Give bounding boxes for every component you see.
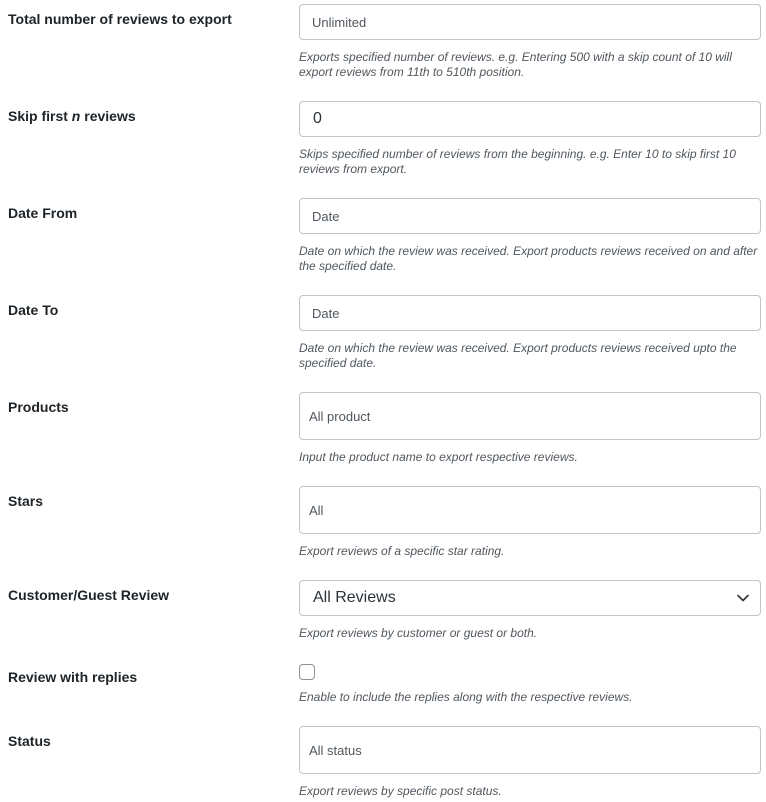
customer-guest-description: Export reviews by customer or guest or both. [299,626,538,640]
skip-label-post: reviews [80,108,136,124]
date-from-description: Date on which the review was received. Export products reviews received on and after the specified date. [299,244,758,273]
total-reviews-input[interactable]: Unlimited [299,4,761,40]
total-reviews-label: Total number of reviews to export [8,11,232,27]
date-to-label: Date To [8,302,59,318]
customer-guest-select[interactable] [299,580,761,616]
skip-label-n: n [71,108,81,124]
replies-label: Review with replies [8,669,138,685]
skip-reviews-label [8,107,136,125]
customer-guest-selected: All Reviews [313,589,396,606]
date-to-input[interactable]: Date [299,295,761,331]
products-label: Products [8,399,69,415]
products-select[interactable]: All product [299,392,761,440]
skip-reviews-description: Skips specified number of reviews from the beginning. e.g. Enter 10 to skip first 10 reviews from export. [299,147,736,176]
products-description: Input the product name to export respective reviews. [299,450,578,464]
total-reviews-description: Exports specified number of reviews. e.g. Entering 500 with a skip count of 10 will export reviews from 11th to 510th position. [299,50,732,79]
stars-select[interactable]: All [299,486,761,534]
date-from-label: Date From [8,205,78,221]
date-to-description: Date on which the review was received. Export products reviews received upto the specified date. [299,341,737,370]
chevron-down-icon [736,591,750,605]
stars-label: Stars [8,493,44,509]
status-select[interactable]: All status [299,726,761,774]
date-from-input[interactable]: Date [299,198,761,234]
skip-label-pre: Skip first [8,108,72,124]
status-description: Export reviews by specific post status. [299,784,502,798]
stars-description: Export reviews of a specific star rating. [299,544,505,558]
skip-reviews-input[interactable]: 0 [299,101,761,137]
customer-guest-label: Customer/Guest Review [8,587,170,603]
replies-description: Enable to include the replies along with the respective reviews. [299,690,633,704]
replies-checkbox[interactable] [299,664,315,680]
status-label: Status [8,733,51,749]
